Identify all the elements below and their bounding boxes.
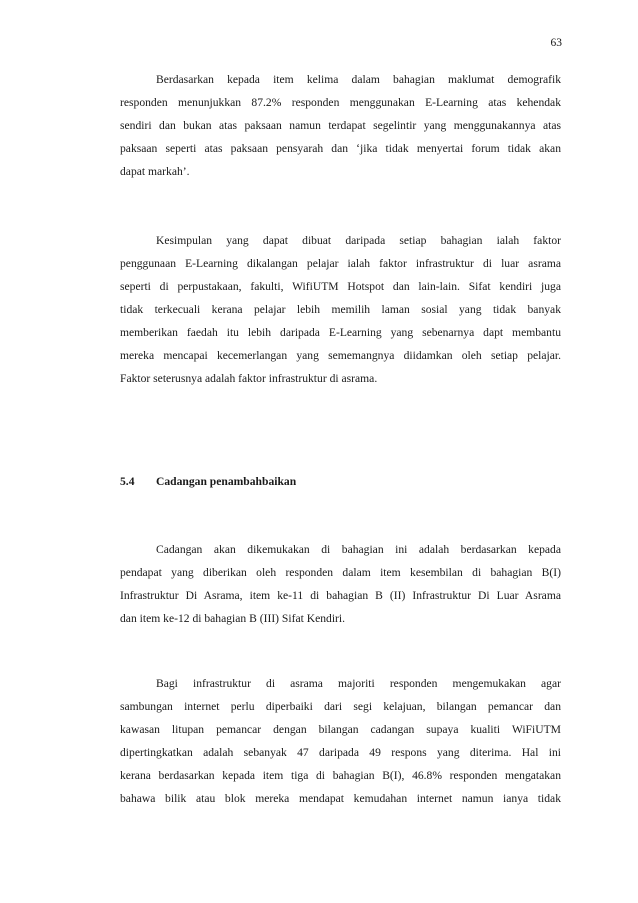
text-line: Infrastruktur Di Asrama, item ke-11 di bahagian B (II) Infrastruktur Di Luar Asrama: [120, 589, 561, 602]
text-line: penggunaan E-Learning dikalangan pelajar ialah faktor infrastruktur di luar asrama: [120, 257, 561, 270]
text-line: tidak terkecuali kerana pelajar lebih memilih laman sosial yang tidak banyak: [120, 303, 561, 316]
text-line: paksaan seperti atas paksaan pensyarah dan ‘jika tidak menyertai forum tidak akan: [120, 142, 561, 155]
paragraph-demographic: [120, 68, 561, 183]
text-line: seperti di perpustakaan, fakulti, WifiUTM Hotspot dan lain-lain. Sifat kendiri juga: [120, 280, 561, 293]
section-title: Cadangan penambahbaikan: [156, 475, 297, 488]
text-line: dapat markah’.: [120, 165, 190, 178]
text-line: kawasan litupan pemancar dengan bilangan cadangan supaya kualiti WiFiUTM: [120, 723, 561, 736]
text-line: sambungan internet perlu diperbaiki dari segi kelajuan, bilangan pemancar dan: [120, 700, 561, 713]
text-line: Berdasarkan kepada item kelima dalam bahagian maklumat demografik: [156, 73, 561, 86]
text-line: responden menunjukkan 87.2% responden menggunakan E-Learning atas kehendak: [120, 96, 561, 109]
text-line: sendiri dan bukan atas paksaan namun terdapat segelintir yang menggunakannya atas: [120, 119, 561, 132]
text-line: Faktor seterusnya adalah faktor infrastruktur di asrama.: [120, 372, 378, 385]
text-line: kerana berdasarkan kepada item tiga di bahagian B(I), 46.8% responden mengatakan: [120, 769, 561, 782]
paragraph-conclusion: [120, 229, 561, 390]
paragraph-dorm-infrastructure: [120, 672, 561, 810]
text-line: dipertingkatkan adalah sebanyak 47 daripada 49 respons yang diterima. Hal ini: [120, 746, 561, 759]
page-number: 63: [550, 37, 562, 49]
section-heading: [120, 475, 296, 488]
text-line: dan item ke-12 di bahagian B (III) Sifat Kendiri.: [120, 612, 346, 625]
text-line: pendapat yang diberikan oleh responden dalam item kesembilan di bahagian B(I): [120, 566, 561, 579]
text-line: bahawa bilik atau blok mereka mendapat kemudahan internet namun ianya tidak: [120, 792, 561, 805]
text-line: mereka mencapai kecemerlangan yang sememangnya diidamkan oleh setiap pelajar.: [120, 349, 561, 362]
text-line: memberikan faedah itu lebih daripada E-Learning yang sebenarnya dapt membantu: [120, 326, 561, 339]
paragraph-proposal-intro: [120, 538, 561, 630]
text-line: Cadangan akan dikemukakan di bahagian ini adalah berdasarkan kepada: [156, 543, 561, 556]
text-line: Kesimpulan yang dapat dibuat daripada setiap bahagian ialah faktor: [156, 234, 561, 247]
section-number: 5.4: [120, 475, 135, 488]
text-line: Bagi infrastruktur di asrama majoriti responden mengemukakan agar: [156, 677, 561, 690]
